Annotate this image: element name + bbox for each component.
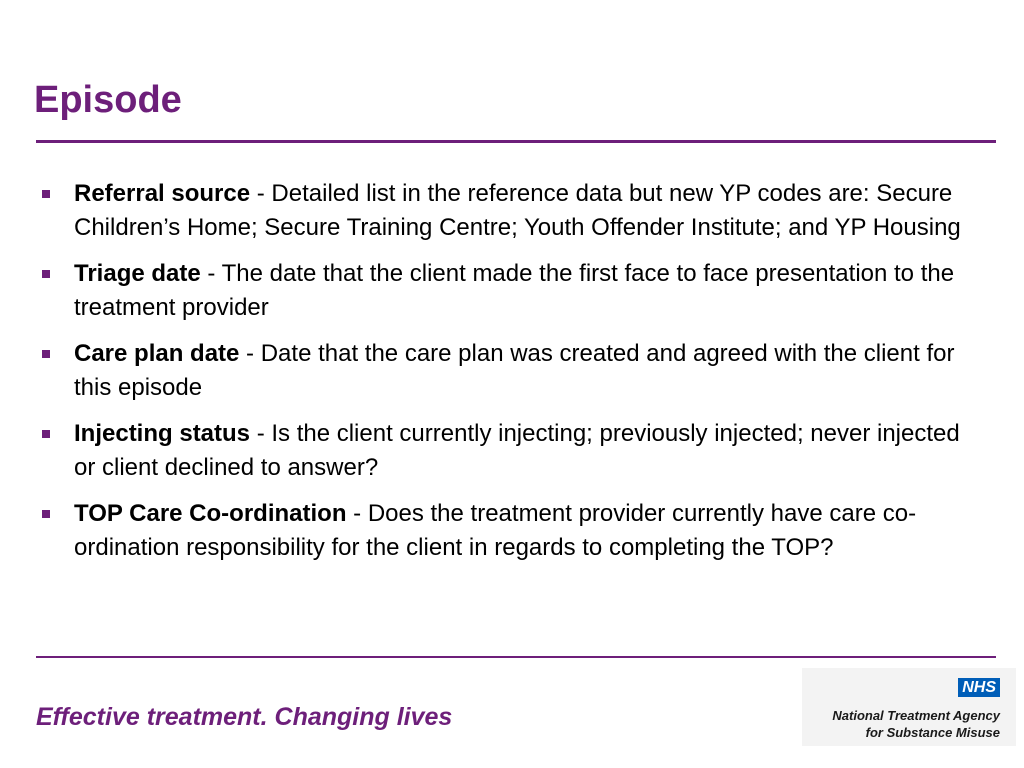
- title-divider: [36, 140, 996, 143]
- bullet-list: [40, 177, 970, 577]
- bullet-text: - The date that the client made the first face to face presentation to the treatment provider: [74, 260, 955, 321]
- bullet-item-injecting-status: [40, 417, 970, 485]
- square-bullet-icon: [42, 190, 50, 198]
- square-bullet-icon: [42, 350, 50, 358]
- bullet-text: - Does the treatment provider currently have care co-ordination responsibility for the client in regards to completing the TOP?: [74, 500, 917, 561]
- nhs-logo-badge: NHS: [958, 678, 1000, 697]
- bullet-term: Referral source: [74, 180, 251, 207]
- footer-divider: [36, 656, 996, 658]
- bullet-item-referral-source: [40, 177, 970, 245]
- bullet-term: Care plan date: [74, 340, 240, 367]
- bullet-item-top-care-coordination: [40, 497, 970, 565]
- logo-org-subtitle: for Substance Misuse: [865, 725, 1000, 740]
- square-bullet-icon: [42, 430, 50, 438]
- square-bullet-icon: [42, 270, 50, 278]
- bullet-text: - Is the client currently injecting; previously injected; never injected or client declined to answer?: [74, 420, 960, 481]
- logo-org-name: National Treatment Agency: [832, 708, 1000, 723]
- footer-tagline: Effective treatment. Changing lives: [36, 703, 453, 731]
- bullet-item-care-plan-date: [40, 337, 970, 405]
- nta-logo: [802, 668, 1016, 746]
- bullet-term: Injecting status: [74, 420, 251, 447]
- bullet-text: - Detailed list in the reference data but new YP codes are: Secure Children’s Home; Secure Training Centre; Youth Offender Institute; and YP Housing: [74, 180, 961, 241]
- bullet-text: - Date that the care plan was created and agreed with the client for this episode: [74, 340, 955, 401]
- square-bullet-icon: [42, 510, 50, 518]
- slide-title: Episode: [34, 79, 182, 121]
- bullet-item-triage-date: [40, 257, 970, 325]
- bullet-term: Triage date: [74, 260, 201, 287]
- bullet-term: TOP Care Co-ordination: [74, 500, 347, 527]
